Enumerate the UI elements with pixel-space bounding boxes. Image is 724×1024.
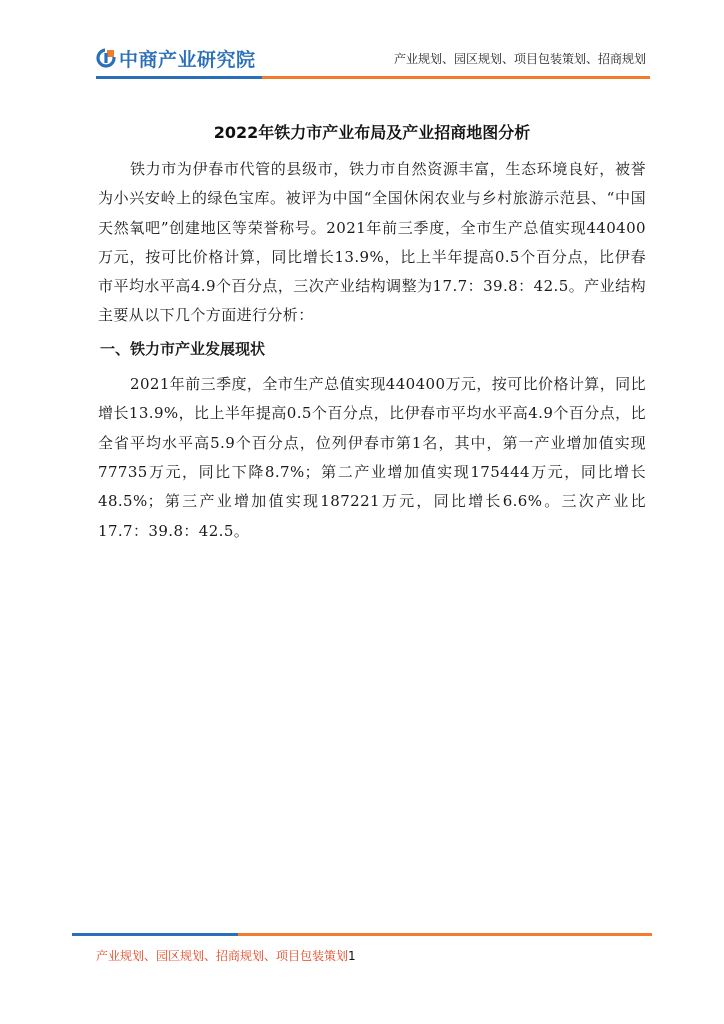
- logo-icon: [96, 48, 116, 68]
- footer-divider-orange: [238, 933, 652, 936]
- intro-paragraph: 铁力市为伊春市代管的县级市，铁力市自然资源丰富，生态环境良好，被誉为小兴安岭上的绿色宝库。被评为中国“全国休闲农业与乡村旅游示范县、“中国天然氧吧”创建地区等荣誉称号。2021年前三季度，全市生产总值实现440400万元，按可比价格计算，同比增长13.9%，比上半年提高0.5个百分点，比伊春市平均水平高4.9个百分点，三次产业结构调整为17.7：39.8：42.5。产业结构主要从以下几个方面进行分析：: [98, 160, 646, 325]
- page-header: [0, 0, 724, 84]
- page-number: 1: [348, 949, 356, 963]
- section-heading: 一、铁力市产业发展现状: [100, 339, 266, 358]
- page-footer: [96, 947, 356, 964]
- section-paragraph: 2021年前三季度，全市生产总值实现440400万元，按可比价格计算，同比增长13.9%，比上半年提高0.5个百分点，比伊春市平均水平高4.9个百分点，比全省平均水平高5.9个百分点，位列伊春市第1名，其中，第一产业增加值实现77735万元，同比下降8.7%；第二产业增加值实现175444万元，同比增长48.5%；第三产业增加值实现187221万元，同比增长6.6%。三次产业比17.7：39.8：42.5。: [98, 375, 646, 540]
- logo-text: 中商产业研究院: [119, 48, 256, 71]
- company-logo: [96, 46, 256, 70]
- footer-slogan: 产业规划、园区规划、招商规划、项目包装策划: [96, 949, 349, 963]
- document-body: [98, 120, 646, 546]
- header-divider-orange: [262, 76, 650, 79]
- header-slogan: 产业规划、园区规划、项目包装策划、招商规划: [393, 52, 646, 66]
- header-divider-blue: [96, 76, 262, 79]
- footer-divider-blue: [72, 933, 238, 936]
- document-title: 2022年铁力市产业布局及产业招商地图分析: [213, 123, 531, 142]
